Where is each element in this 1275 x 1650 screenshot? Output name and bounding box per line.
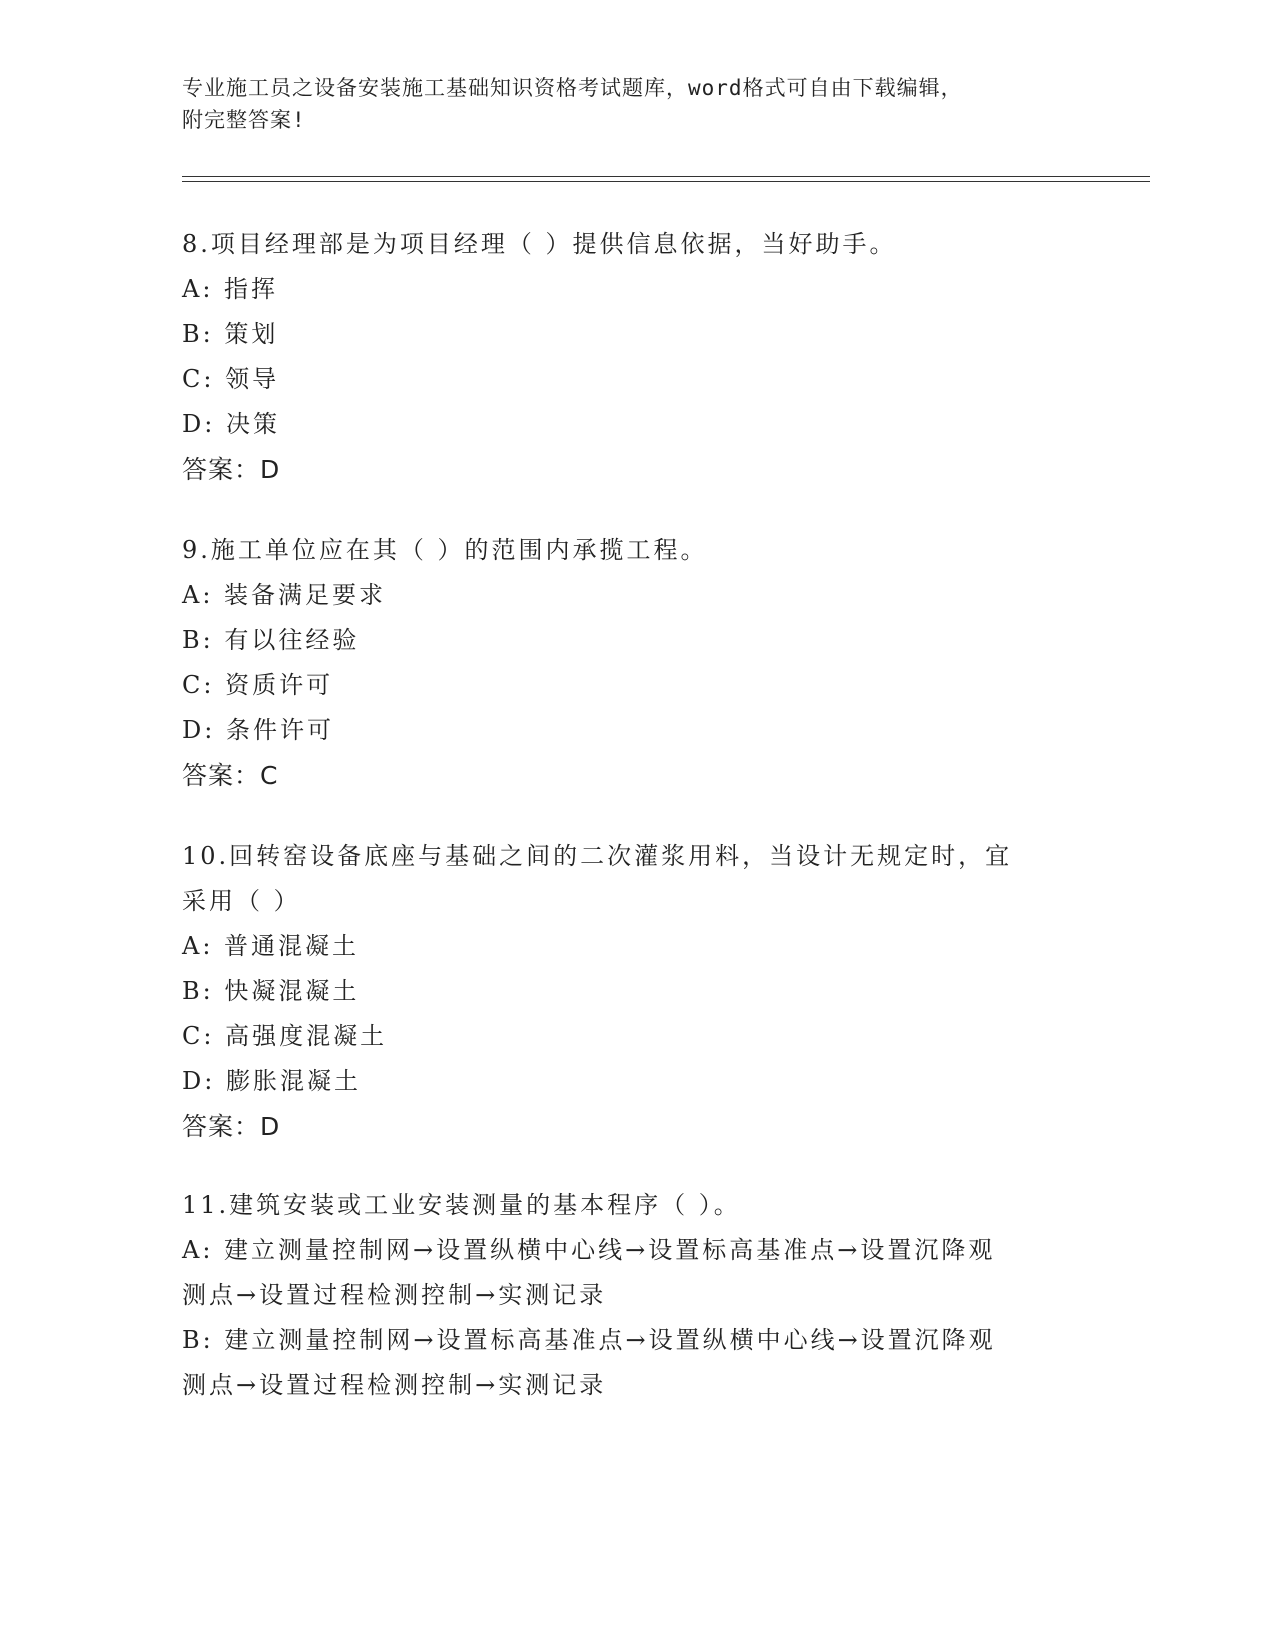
option-a-line-1: A: 建立测量控制网→设置纵横中心线→设置标高基准点→设置沉降观 [182,1236,996,1264]
question-8 [182,222,1082,492]
option-d: D: 决策 [182,410,280,438]
option-b: B: 快凝混凝土 [182,977,360,1005]
answer: 答案：C [182,761,279,790]
option-a-line-2: 测点→设置过程检测控制→实测记录 [182,1281,607,1309]
option-b: B: 有以往经验 [182,626,360,654]
header-divider-bottom [182,181,1150,182]
option-a: A: 普通混凝土 [182,932,360,960]
option-b-line-1: B: 建立测量控制网→设置标高基准点→设置纵横中心线→设置沉降观 [182,1326,996,1354]
question-stem: 11.建筑安装或工业安装测量的基本程序（ ）。 [182,1191,741,1219]
option-b: B: 策划 [182,320,279,348]
option-d: D: 膨胀混凝土 [182,1067,361,1095]
option-c: C: 领导 [182,365,280,393]
question-11 [182,1183,1082,1408]
question-stem: 9.施工单位应在其（ ）的范围内承揽工程。 [182,536,708,564]
option-b-line-2: 测点→设置过程检测控制→实测记录 [182,1371,607,1399]
option-c: C: 资质许可 [182,671,334,699]
header-line-1: 专业施工员之设备安装施工基础知识资格考试题库，word格式可自由下载编辑， [182,76,963,100]
option-c: C: 高强度混凝土 [182,1022,388,1050]
question-9 [182,528,1082,798]
question-stem: 8.项目经理部是为项目经理（ ）提供信息依据，当好助手。 [182,230,897,258]
question-stem-line-1: 10.回转窑设备底座与基础之间的二次灌浆用料，当设计无规定时，宜 [182,842,1013,870]
option-d: D: 条件许可 [182,716,334,744]
option-a: A: 指挥 [182,275,279,303]
option-a: A: 装备满足要求 [182,581,387,609]
question-10 [182,834,1082,1149]
header-line-2: 附完整答案! [182,108,306,132]
answer: 答案：D [182,1112,281,1141]
question-stem-line-2: 采用（ ） [182,887,301,915]
document-header [182,72,1082,136]
answer: 答案：D [182,455,281,484]
header-divider-top [182,176,1150,177]
